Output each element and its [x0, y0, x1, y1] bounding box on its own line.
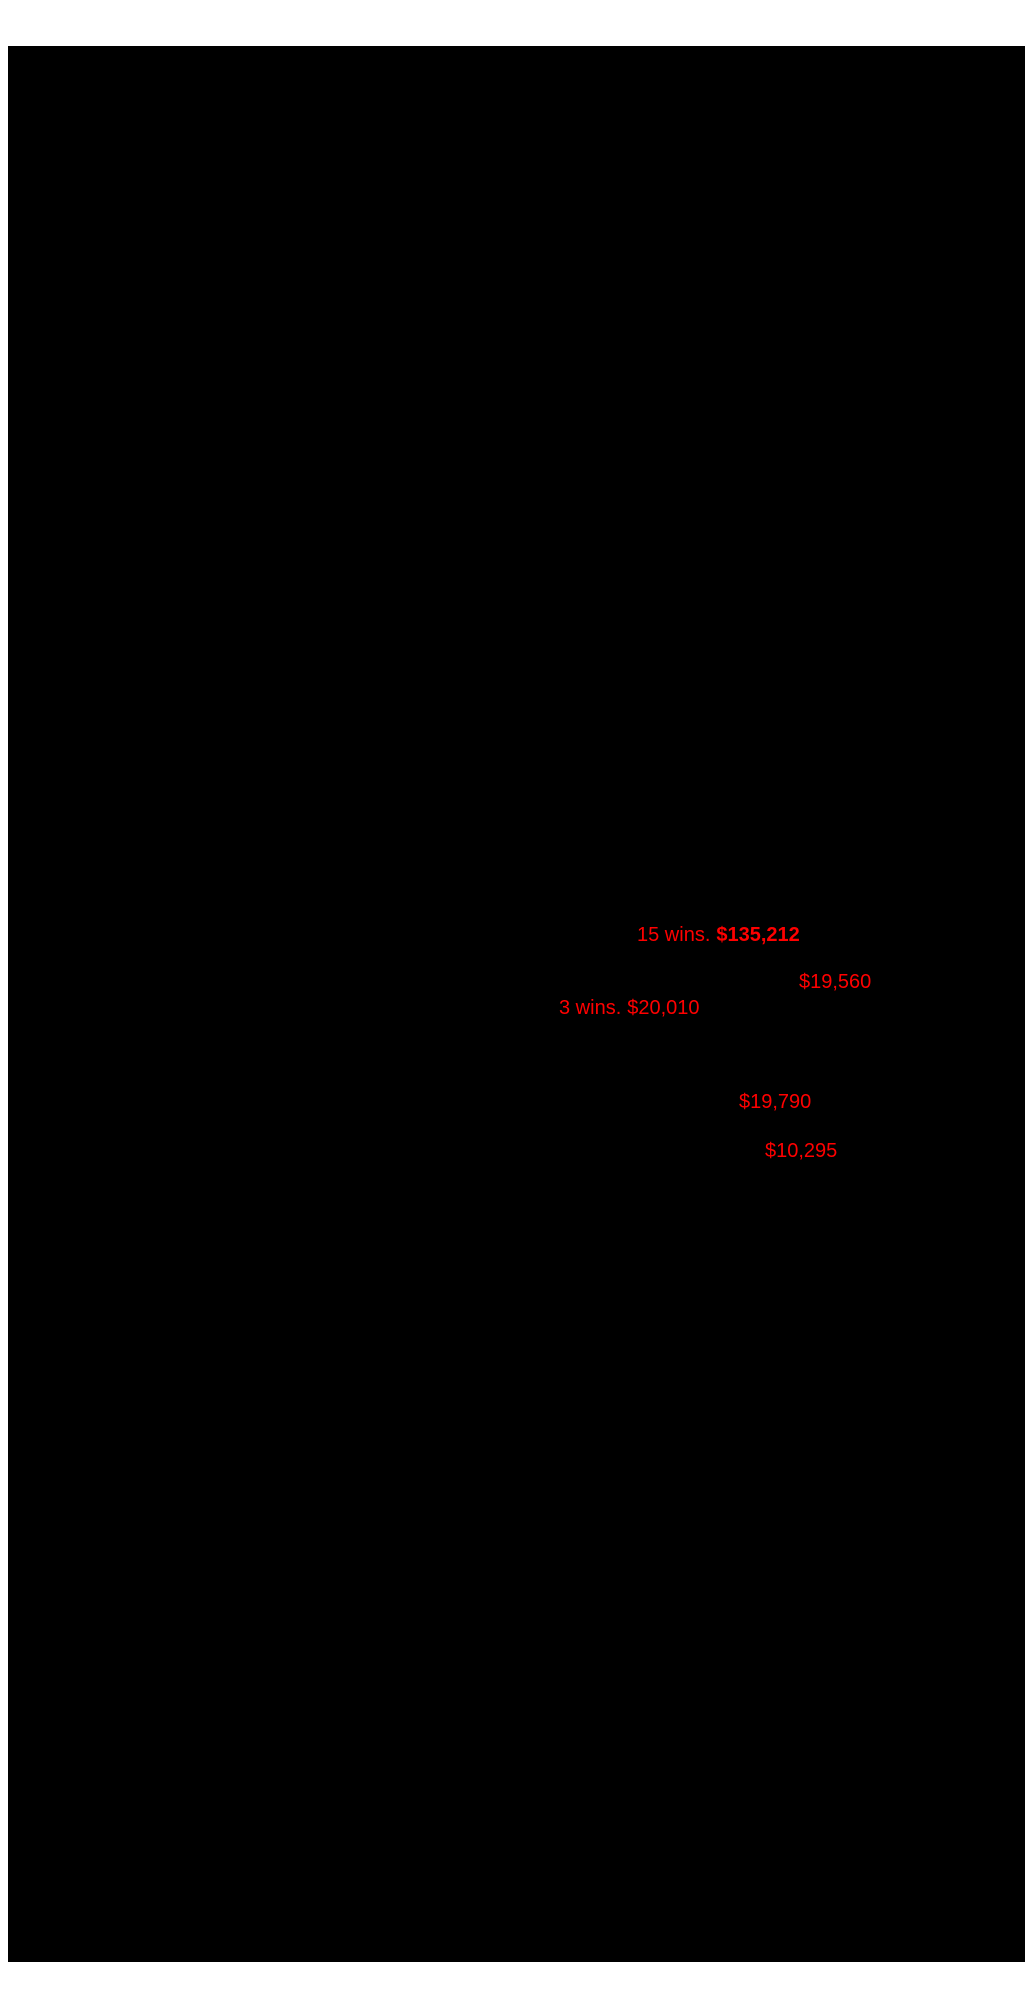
wins-count-text: 3 wins.: [559, 997, 622, 1019]
earnings-amount-2: $19,560: [799, 971, 872, 993]
earnings-amount-5: $10,295: [765, 1140, 838, 1162]
race-record-1: [637, 924, 800, 946]
earnings-amount-text: $135,212: [716, 924, 800, 946]
earnings-amount-4: $19,790: [739, 1091, 812, 1113]
race-record-3: [559, 997, 700, 1019]
content-panel: [8, 46, 1025, 1962]
wins-count-text: 15 wins.: [637, 924, 711, 946]
earnings-amount-text: $20,010: [627, 997, 700, 1019]
